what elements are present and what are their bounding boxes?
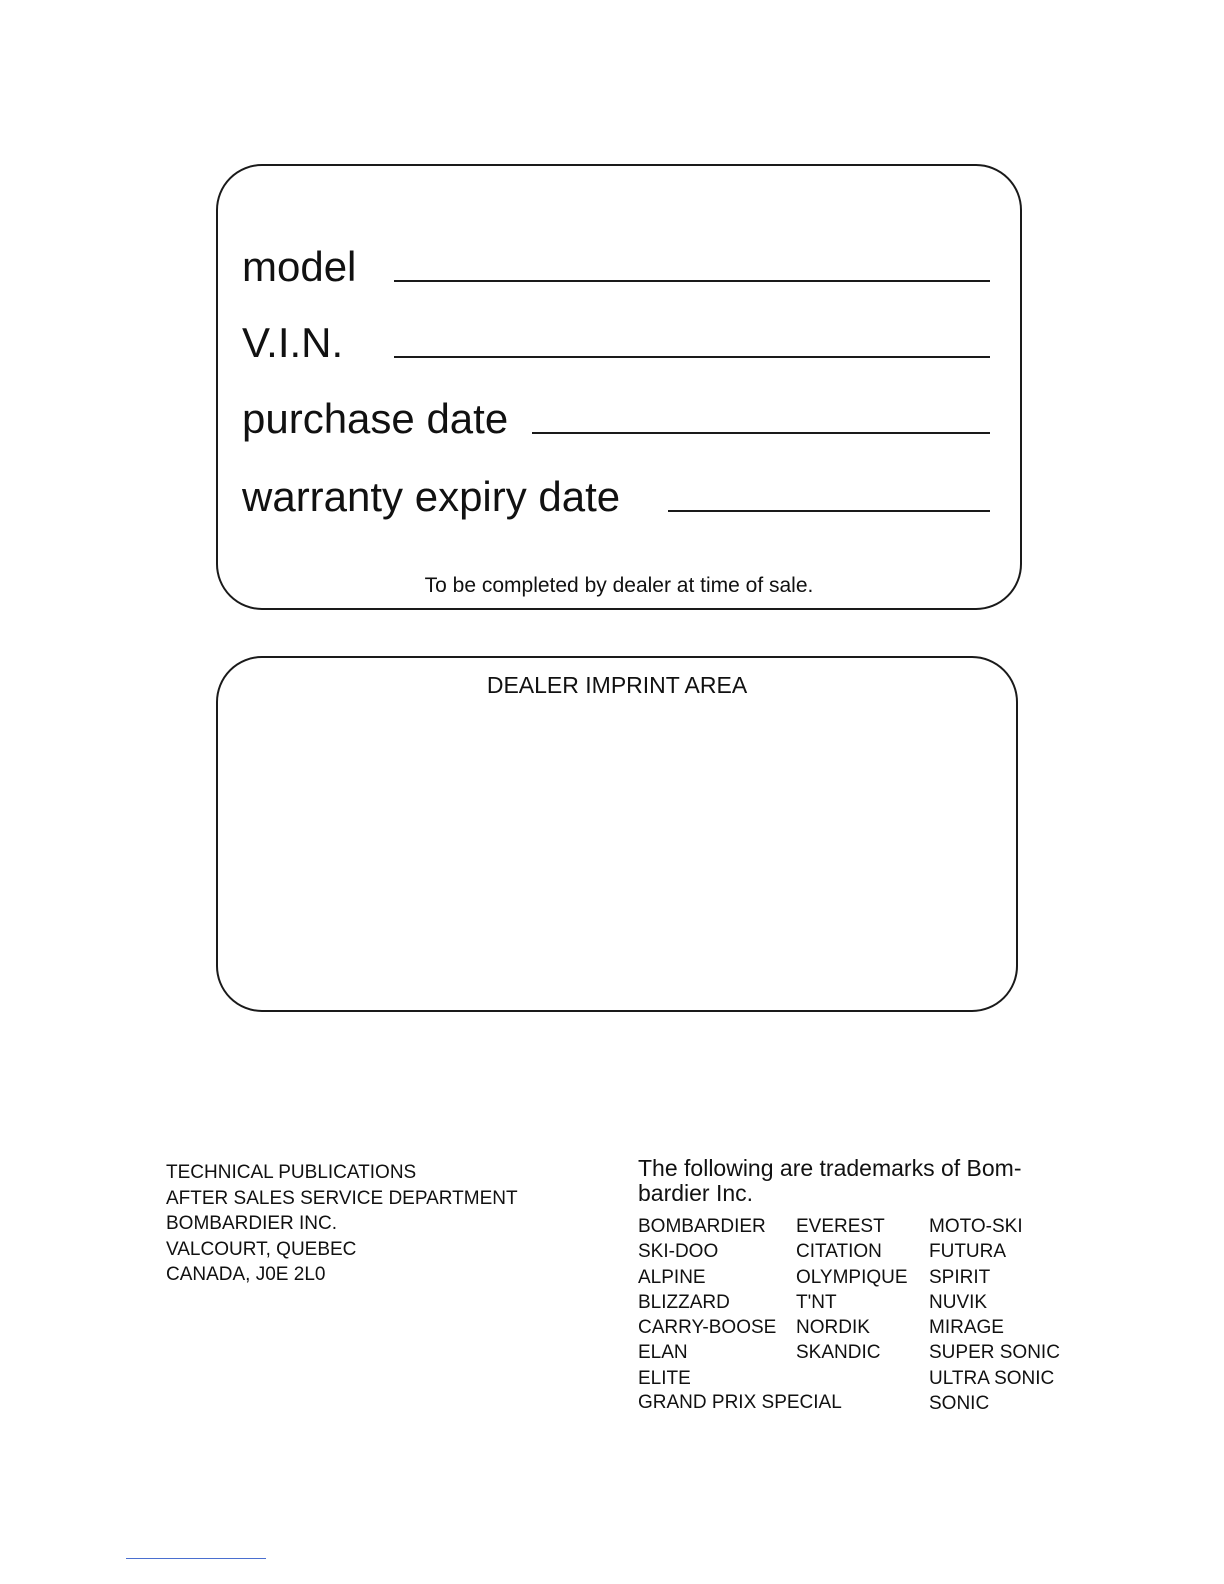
trademark-item: SKANDIC xyxy=(796,1342,881,1364)
purchase-date-label: purchase date xyxy=(242,395,509,442)
vin-blank-line[interactable] xyxy=(394,356,990,358)
trademark-item: EVEREST xyxy=(796,1216,885,1237)
vin-label: V.I.N. xyxy=(242,319,344,366)
model-label: model xyxy=(242,243,357,290)
trademarks-intro-line: The following are trademarks of Bom- xyxy=(638,1155,1022,1181)
model-blank-line[interactable] xyxy=(394,280,990,282)
dealer-imprint-area xyxy=(216,656,1018,1012)
trademark-item: MIRAGE xyxy=(929,1317,1004,1339)
trademarks-column-2 xyxy=(796,1214,908,1366)
trademark-item: NORDIK xyxy=(796,1317,870,1339)
trademark-item: SONIC xyxy=(929,1393,990,1415)
trademark-item: SPIRIT xyxy=(929,1266,991,1288)
trademark-item: CARRY-BOOSE xyxy=(638,1317,777,1339)
vin-field xyxy=(242,319,344,366)
trademarks-intro xyxy=(638,1156,1022,1206)
purchase-date-blank-line[interactable] xyxy=(532,432,990,434)
trademark-item: NUVIK xyxy=(929,1291,988,1313)
warranty-expiry-field xyxy=(242,473,621,520)
trademarks-column-1 xyxy=(638,1214,776,1391)
footer-rule xyxy=(126,1558,266,1559)
dealer-completion-note: To be completed by dealer at time of sale. xyxy=(424,574,814,597)
trademark-item: OLYMPIQUE xyxy=(796,1266,908,1288)
trademark-item-grand-prix: GRAND PRIX SPECIAL xyxy=(638,1392,842,1413)
address-line: BOMBARDIER INC. xyxy=(166,1213,338,1234)
address-line: CANADA, J0E 2L0 xyxy=(166,1264,326,1285)
address-line: VALCOURT, QUEBEC xyxy=(166,1238,357,1260)
purchase-date-field xyxy=(242,395,509,442)
trademark-item: BLIZZARD xyxy=(638,1291,730,1313)
trademarks-intro-line: bardier Inc. xyxy=(638,1180,754,1206)
trademark-item: SUPER SONIC xyxy=(929,1342,1060,1364)
trademark-item: FUTURA xyxy=(929,1241,1007,1263)
warranty-expiry-blank-line[interactable] xyxy=(668,510,990,512)
publisher-address xyxy=(166,1160,518,1288)
address-line: AFTER SALES SERVICE DEPARTMENT xyxy=(166,1187,518,1209)
trademark-item: ELITE xyxy=(638,1367,691,1389)
address-line: TECHNICAL PUBLICATIONS xyxy=(166,1162,417,1183)
trademark-item: SKI-DOO xyxy=(638,1241,719,1263)
trademark-item: ALPINE xyxy=(638,1266,706,1288)
model-field xyxy=(242,243,357,290)
warranty-expiry-label: warranty expiry date xyxy=(242,473,621,520)
trademark-item: ELAN xyxy=(638,1342,688,1364)
trademarks-column-3 xyxy=(929,1214,1060,1416)
trademark-item: T'NT xyxy=(796,1291,837,1313)
dealer-imprint-title: DEALER IMPRINT AREA xyxy=(486,672,748,698)
trademark-item: CITATION xyxy=(796,1241,882,1263)
vehicle-info-card xyxy=(216,164,1022,610)
trademark-item: ULTRA SONIC xyxy=(929,1367,1055,1389)
trademark-item: BOMBARDIER xyxy=(638,1216,766,1237)
trademark-item: MOTO-SKI xyxy=(929,1216,1023,1237)
